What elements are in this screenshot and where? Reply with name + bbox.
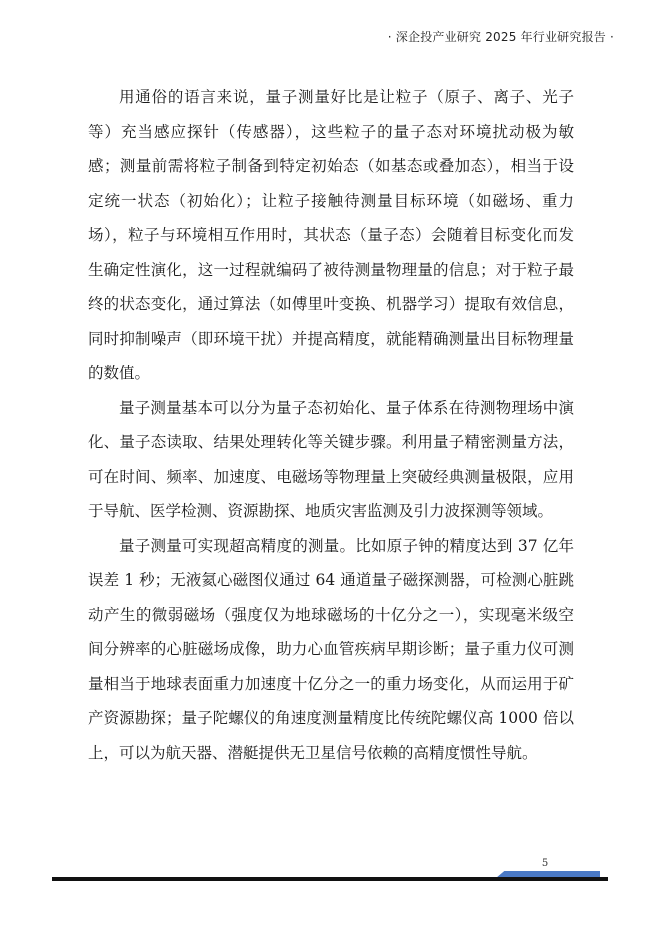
- paragraph-2: 量子测量基本可以分为量子态初始化、量子体系在待测物理场中演化、量子态读取、结果处理转化等关键步骤。利用量子精密测量方法，可在时间、频率、加速度、电磁场等物理量上突破经典测量极限，应用于导航、医学检测、资源勘探、地质灾害监测及引力波探测等领域。: [88, 398, 574, 520]
- paragraph-1: 用通俗的语言来说，量子测量好比是让粒子（原子、离子、光子等）充当感应探针（传感器），这些粒子的量子态对环境扰动极为敏感；测量前需将粒子制备到特定初始态（如基态或叠加态），相当于设定统一状态（初始化）；让粒子接触待测量目标环境（如磁场、重力场），粒子与环境相互作用时，其状态（量子态）会随着目标变化而发生确定性演化，这一过程就编码了被待测量物理量的信息；对于粒子最终的状态变化，通过算法（如傅里叶变换、机器学习）提取有效信息，同时抑制噪声（即环境干扰）并提高精度，就能精确测量出目标物理量的数值。: [88, 88, 574, 382]
- body-text: [88, 80, 574, 770]
- footer-rule: [52, 877, 608, 881]
- running-header: · 深企投产业研究 2025 年行业研究报告 ·: [387, 30, 614, 44]
- paragraph-3: 量子测量可实现超高精度的测量。比如原子钟的精度达到 37 亿年误差 1 秒；无液氦心磁图仪通过 64 通道量子磁探测器，可检测心脏跳动产生的微弱磁场（强度仅为地球磁场的十亿分之一），实现毫米级空间分辨率的心脏磁场成像，助力心血管疾病早期诊断；量子重力仪可测量相当于地球表面重力加速度十亿分之一的重力场变化，从而运用于矿产资源勘探；量子陀螺仪的角速度测量精度比传统陀螺仪高 1000 倍以上，可以为航天器、潜艇提供无卫星信号依赖的高精度惯性导航。: [88, 536, 574, 762]
- page-number: 5: [541, 858, 549, 869]
